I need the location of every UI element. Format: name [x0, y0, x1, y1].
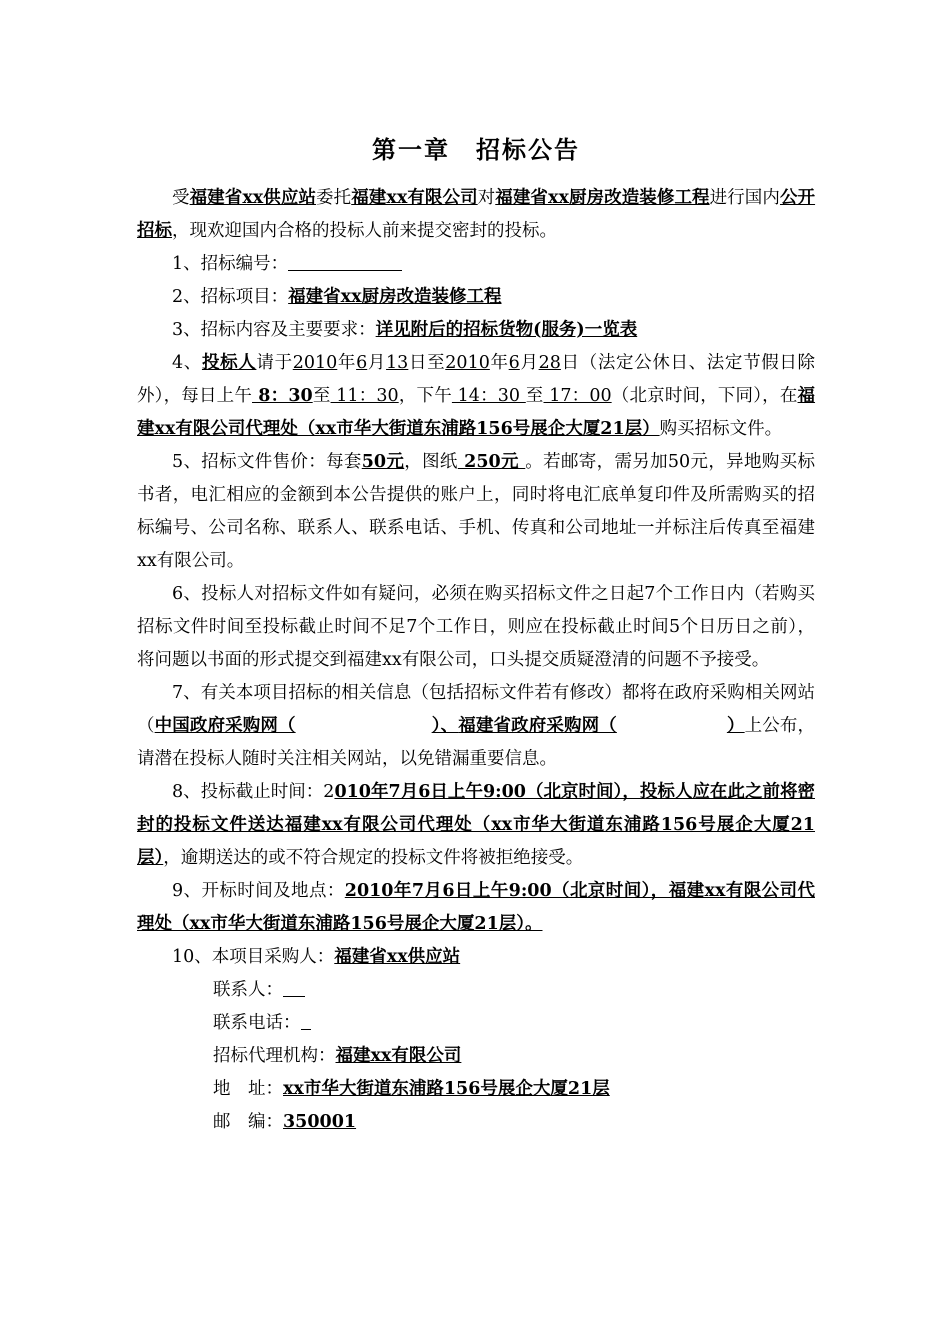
project-name: 福建省xx厨房改造装修工程	[495, 188, 710, 208]
item-document-price: 5、招标文件售价：每套50元，图纸 250元 。若邮寄，需另加50元，异地购买标书者，电汇相应的金额到本公告提供的账户上，同时将电汇底单复印件及所需购买的招标编号、公司名称、联系人、联系电话、手机、传真和公司地址一并标注后传真至福建xx有限公司。	[137, 452, 815, 571]
item-purchaser: 10、本项目采购人：福建省xx供应站	[172, 947, 461, 967]
bid-number-blank	[288, 253, 402, 272]
item-opening: 9、开标时间及地点：2010年7月6日上午9:00（北京时间），福建xx有限公司代理处（xx市华大街道东浦路156号展企大厦21层）。	[137, 881, 815, 934]
opening-text: 2010年7月6日上午9:00（北京时间），福建xx有限公司代理处（xx市华大街道东浦路156号展企大厦21层）。	[137, 881, 815, 934]
chapter-title: 第一章 招标公告	[372, 135, 580, 164]
item-questions: 6、投标人对招标文件如有疑问，必须在购买招标文件之日起7个工作日内（若购买招标文件时间至投标截止时间不足7个工作日，则应在投标截止时间5个日历日之前），将问题以书面的形式提交到福建xx有限公司，口头提交质疑澄清的问题不予接受。	[137, 584, 815, 670]
item-info-sites: 7、有关本项目招标的相关信息（包括招标文件若有修改）都将在政府采购相关网站（中国政府采购网（ ）、福建省政府采购网（ ）上公布，请潜在投标人随时关注相关网站，以免错漏重要信息。	[137, 683, 815, 769]
purchase-place: 福建xx有限公司代理处（xx市华大街道东浦路156号展企大厦21层）	[137, 386, 816, 439]
contact-phone: 联系电话：	[137, 1007, 815, 1040]
item-bid-project: 2、招标项目：福建省xx厨房改造装修工程	[172, 287, 502, 307]
contact-postcode: 邮 编：350001	[213, 1112, 357, 1132]
item-bid-content: 3、招标内容及主要要求：详见附后的招标货物(服务)一览表	[172, 320, 638, 340]
deadline-text: 010年7月6日上午9:00（北京时间），投标人应在此之前将密封的投标文件送达福建xx有限公司代理处（xx市华大街道东浦路156号展企大厦21层）	[137, 782, 815, 868]
item-deadline: 8、投标截止时间：2010年7月6日上午9:00（北京时间），投标人应在此之前将密封的投标文件送达福建xx有限公司代理处（xx市华大街道东浦路156号展企大厦21层），逾期送达的或不符合规定的投标文件将被拒绝接受。	[137, 782, 815, 868]
contact-agency: 招标代理机构：福建xx有限公司	[213, 1046, 462, 1066]
purchaser-name: 福建省xx供应站	[189, 188, 317, 208]
site-ccgp: 中国政府采购网（ ）、福建省政府采购网（ ）	[154, 716, 745, 736]
contact-person: 联系人：	[137, 974, 815, 1007]
item-bid-number: 1、招标编号：	[137, 248, 815, 281]
bid-method: 公开招标	[137, 188, 816, 241]
item-purchase-time: 4、投标人请于2010年6月13日至2010年6月28日（法定公休日、法定节假日除外），每日上午 8：30至 11：30，下午 14：30 至 17：00（北京时间，下同），在福建xx有限公司代理处（xx市华大街道东浦路156号展企大厦21层）购买招标文件。	[137, 353, 816, 439]
intro-paragraph: 受福建省xx供应站委托福建xx有限公司对福建省xx厨房改造装修工程进行国内公开招标，现欢迎国内合格的投标人前来提交密封的投标。	[137, 188, 816, 241]
contact-address: 地 址：xx市华大街道东浦路156号展企大厦21层	[213, 1079, 610, 1099]
document-page	[137, 130, 815, 1139]
agency-name: 福建xx有限公司	[351, 188, 478, 208]
